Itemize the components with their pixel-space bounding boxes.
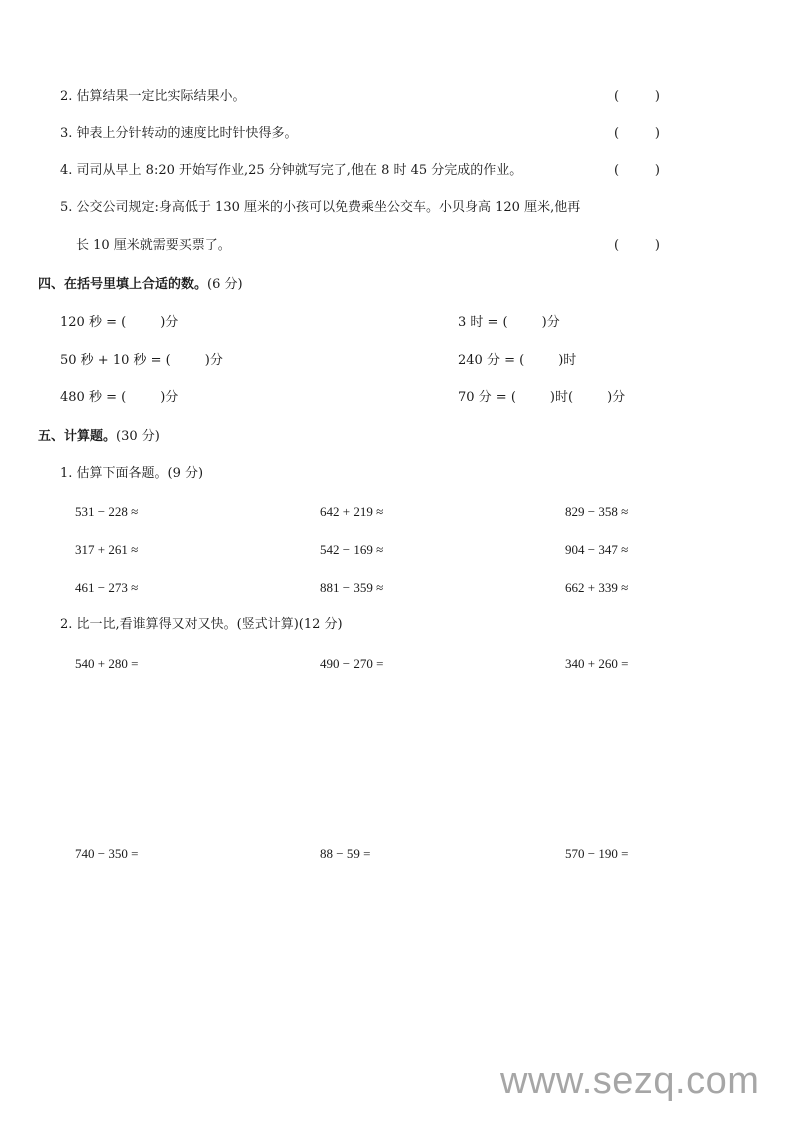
question-3-5: 5. 公交公司规定:身高低于 130 厘米的小孩可以免费乘坐公交车。小贝身高 120 厘米,他再 xyxy=(60,200,581,215)
watermark: www.sezq.com xyxy=(500,1060,760,1102)
section-4-heading: 四、在括号里填上合适的数。(6 分) xyxy=(38,277,243,292)
estimate-problem: 904 − 347 ≈ xyxy=(565,542,629,557)
fill-item-5: 480 秒 = ( )分 xyxy=(60,390,179,405)
fill-item-1: 120 秒 = ( )分 xyxy=(60,315,179,330)
vertical-calc-problem: 340 + 260 = xyxy=(565,656,629,671)
estimate-problem: 317 + 261 ≈ xyxy=(75,542,139,557)
answer-blank-3-3[interactable]: ( ) xyxy=(614,126,660,141)
question-3-4: 4. 司司从早上 8:20 开始写作业,25 分钟就写完了,他在 8 时 45 分完成的作业。 xyxy=(60,163,523,178)
fill-item-3: 50 秒 + 10 秒 = ( )分 xyxy=(60,353,223,368)
vertical-calc-problem: 540 + 280 = xyxy=(75,656,139,671)
question-3-2: 2. 估算结果一定比实际结果小。 xyxy=(60,89,246,104)
part-2-title: 2. 比一比,看谁算得又对又快。(竖式计算)(12 分) xyxy=(60,617,343,632)
answer-blank-3-2[interactable]: ( ) xyxy=(614,89,660,104)
question-3-5-continuation: 长 10 厘米就需要买票了。 xyxy=(76,238,231,253)
section-5-heading: 五、计算题。(30 分) xyxy=(38,429,160,444)
answer-blank-3-4[interactable]: ( ) xyxy=(614,163,660,178)
answer-blank-3-5[interactable]: ( ) xyxy=(614,238,660,253)
fill-item-4: 240 分 = ( )时 xyxy=(458,353,577,368)
fill-item-2: 3 时 = ( )分 xyxy=(458,315,560,330)
part-1-title: 1. 估算下面各题。(9 分) xyxy=(60,466,204,481)
estimate-problem: 542 − 169 ≈ xyxy=(320,542,384,557)
vertical-calc-problem: 740 − 350 = xyxy=(75,846,139,861)
vertical-calc-problem: 88 − 59 = xyxy=(320,846,371,861)
question-3-3: 3. 钟表上分针转动的速度比时针快得多。 xyxy=(60,126,298,141)
fill-item-6: 70 分 = ( )时( )分 xyxy=(458,390,626,405)
estimate-problem: 829 − 358 ≈ xyxy=(565,504,629,519)
vertical-calc-problem: 570 − 190 = xyxy=(565,846,629,861)
estimate-problem: 642 + 219 ≈ xyxy=(320,504,384,519)
estimate-problem: 881 − 359 ≈ xyxy=(320,580,384,595)
estimate-problem: 662 + 339 ≈ xyxy=(565,580,629,595)
vertical-calc-problem: 490 − 270 = xyxy=(320,656,384,671)
estimate-problem: 531 − 228 ≈ xyxy=(75,504,139,519)
estimate-problem: 461 − 273 ≈ xyxy=(75,580,139,595)
